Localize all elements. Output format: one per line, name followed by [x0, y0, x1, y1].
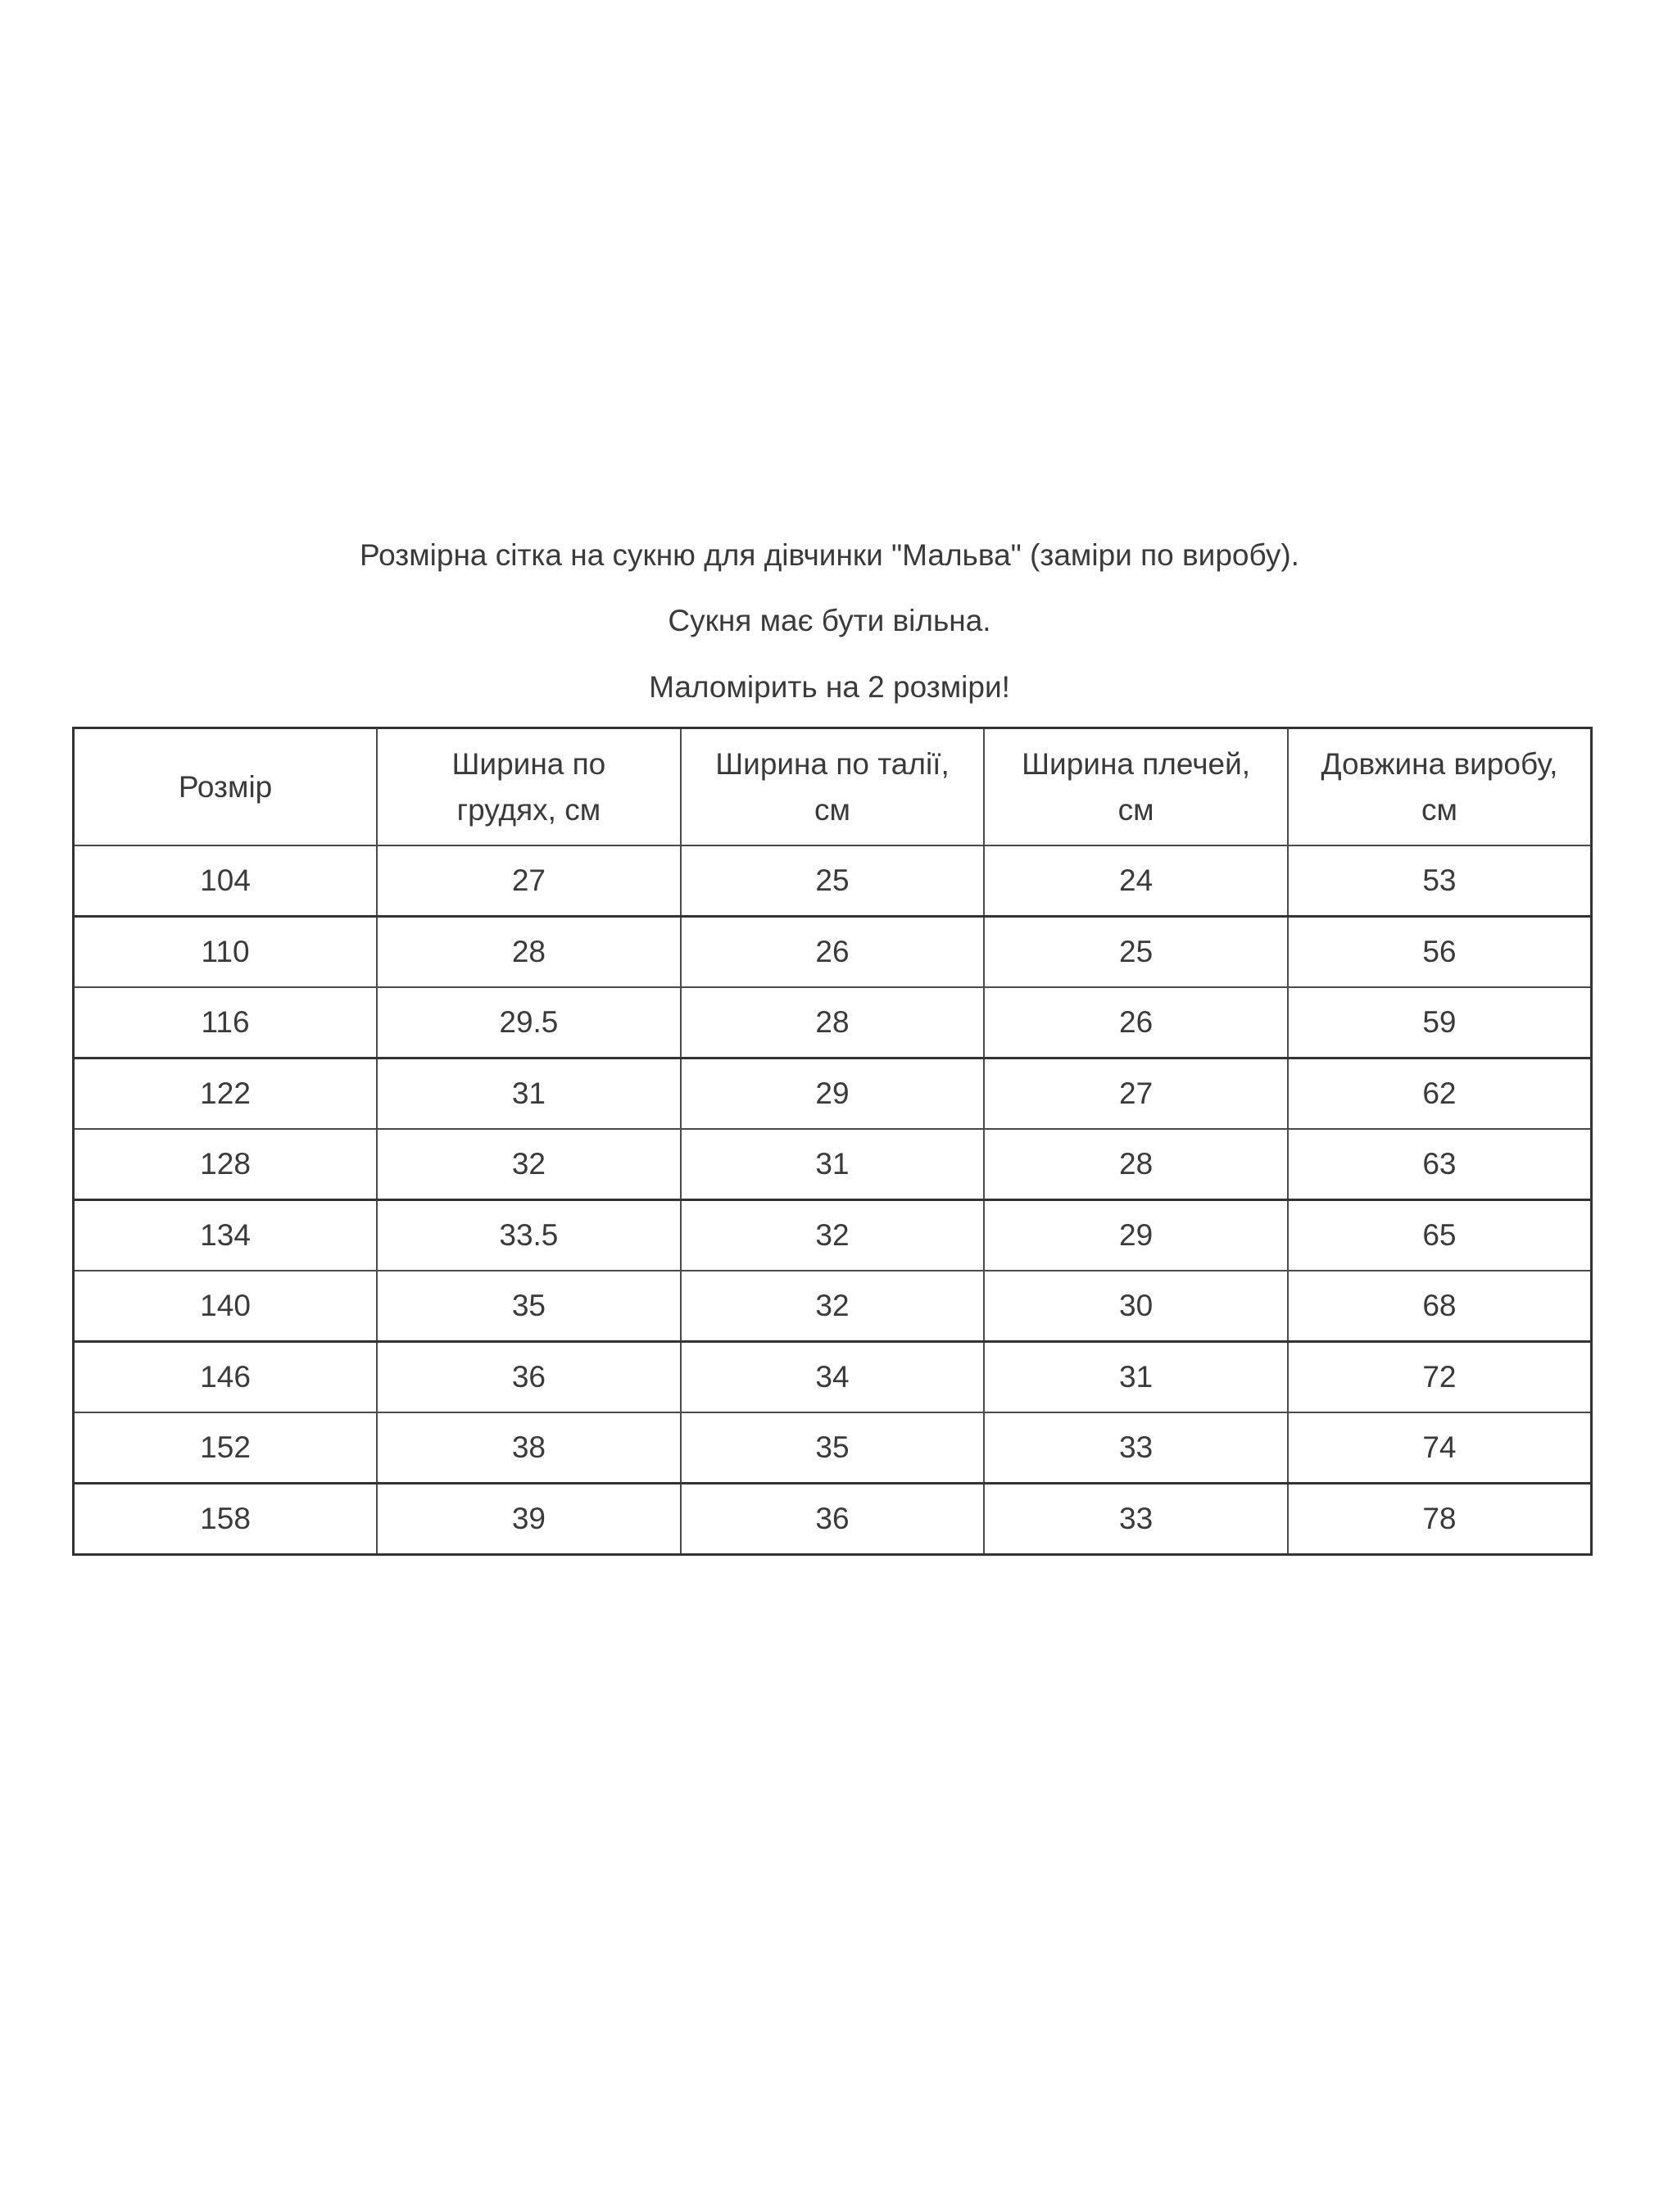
shoulders-cell: 30 [984, 1271, 1288, 1342]
waist-cell: 32 [681, 1271, 985, 1342]
size-cell: 158 [74, 1484, 378, 1555]
size-cell: 134 [74, 1200, 378, 1271]
waist-cell: 35 [681, 1412, 985, 1484]
table-row [74, 1271, 1592, 1342]
table-row [74, 917, 1592, 988]
shoulders-cell: 25 [984, 917, 1288, 988]
shoulders-cell: 28 [984, 1129, 1288, 1200]
chest-cell: 35 [377, 1271, 681, 1342]
size-cell: 116 [74, 987, 378, 1058]
intro-note: Сукня має бути вільна. [668, 604, 991, 637]
chest-cell: 31 [377, 1058, 681, 1130]
size-cell: 110 [74, 917, 378, 988]
size-chart-table [72, 727, 1593, 1556]
header-shoulders-line2: см [1117, 792, 1154, 827]
header-row [74, 728, 1592, 846]
size-cell: 104 [74, 845, 378, 917]
table-row [74, 1484, 1592, 1555]
length-cell: 63 [1288, 1129, 1592, 1200]
waist-cell: 29 [681, 1058, 985, 1130]
waist-cell: 34 [681, 1342, 985, 1413]
table-row [74, 987, 1592, 1058]
header-shoulders [984, 728, 1288, 846]
chest-cell: 27 [377, 845, 681, 917]
header-size [74, 728, 378, 846]
chest-cell: 39 [377, 1484, 681, 1555]
shoulders-cell: 26 [984, 987, 1288, 1058]
table-row [74, 1200, 1592, 1271]
table-header [74, 728, 1592, 846]
shoulders-cell: 27 [984, 1058, 1288, 1130]
chest-cell: 38 [377, 1412, 681, 1484]
shoulders-cell: 24 [984, 845, 1288, 917]
waist-cell: 25 [681, 845, 985, 917]
table-row [74, 1412, 1592, 1484]
length-cell: 74 [1288, 1412, 1592, 1484]
header-chest-line2: грудях, см [456, 792, 601, 827]
waist-cell: 26 [681, 917, 985, 988]
shoulders-cell: 33 [984, 1412, 1288, 1484]
size-cell: 152 [74, 1412, 378, 1484]
shoulders-cell: 31 [984, 1342, 1288, 1413]
size-cell: 122 [74, 1058, 378, 1130]
chest-cell: 28 [377, 917, 681, 988]
header-waist [681, 728, 985, 846]
header-chest-line1: Ширина по [451, 746, 606, 781]
header-size-label: Розмір [178, 769, 273, 804]
intro-warning: Маломірить на 2 розміри! [649, 670, 1010, 704]
table-row [74, 1129, 1592, 1200]
length-cell: 59 [1288, 987, 1592, 1058]
table-row [74, 1058, 1592, 1130]
waist-cell: 31 [681, 1129, 985, 1200]
shoulders-cell: 29 [984, 1200, 1288, 1271]
chest-cell: 29.5 [377, 987, 681, 1058]
length-cell: 65 [1288, 1200, 1592, 1271]
waist-cell: 32 [681, 1200, 985, 1271]
header-length-line2: см [1421, 792, 1457, 827]
table-body [74, 845, 1592, 1555]
length-cell: 72 [1288, 1342, 1592, 1413]
size-cell: 146 [74, 1342, 378, 1413]
intro-title: Розмірна сітка на сукню для дівчинки "Мальва" (заміри по виробу). [360, 538, 1299, 572]
chest-cell: 36 [377, 1342, 681, 1413]
length-cell: 53 [1288, 845, 1592, 917]
waist-cell: 36 [681, 1484, 985, 1555]
shoulders-cell: 33 [984, 1484, 1288, 1555]
header-waist-line2: см [814, 792, 850, 827]
size-cell: 140 [74, 1271, 378, 1342]
table-row [74, 845, 1592, 917]
length-cell: 56 [1288, 917, 1592, 988]
chest-cell: 32 [377, 1129, 681, 1200]
size-cell: 128 [74, 1129, 378, 1200]
header-length-line1: Довжина виробу, [1321, 746, 1558, 781]
length-cell: 68 [1288, 1271, 1592, 1342]
length-cell: 78 [1288, 1484, 1592, 1555]
header-shoulders-line1: Ширина плечей, [1022, 746, 1251, 781]
table-row [74, 1342, 1592, 1413]
header-waist-line1: Ширина по талії, [715, 746, 950, 781]
chest-cell: 33.5 [377, 1200, 681, 1271]
length-cell: 62 [1288, 1058, 1592, 1130]
header-length [1288, 728, 1592, 846]
waist-cell: 28 [681, 987, 985, 1058]
header-chest [377, 728, 681, 846]
